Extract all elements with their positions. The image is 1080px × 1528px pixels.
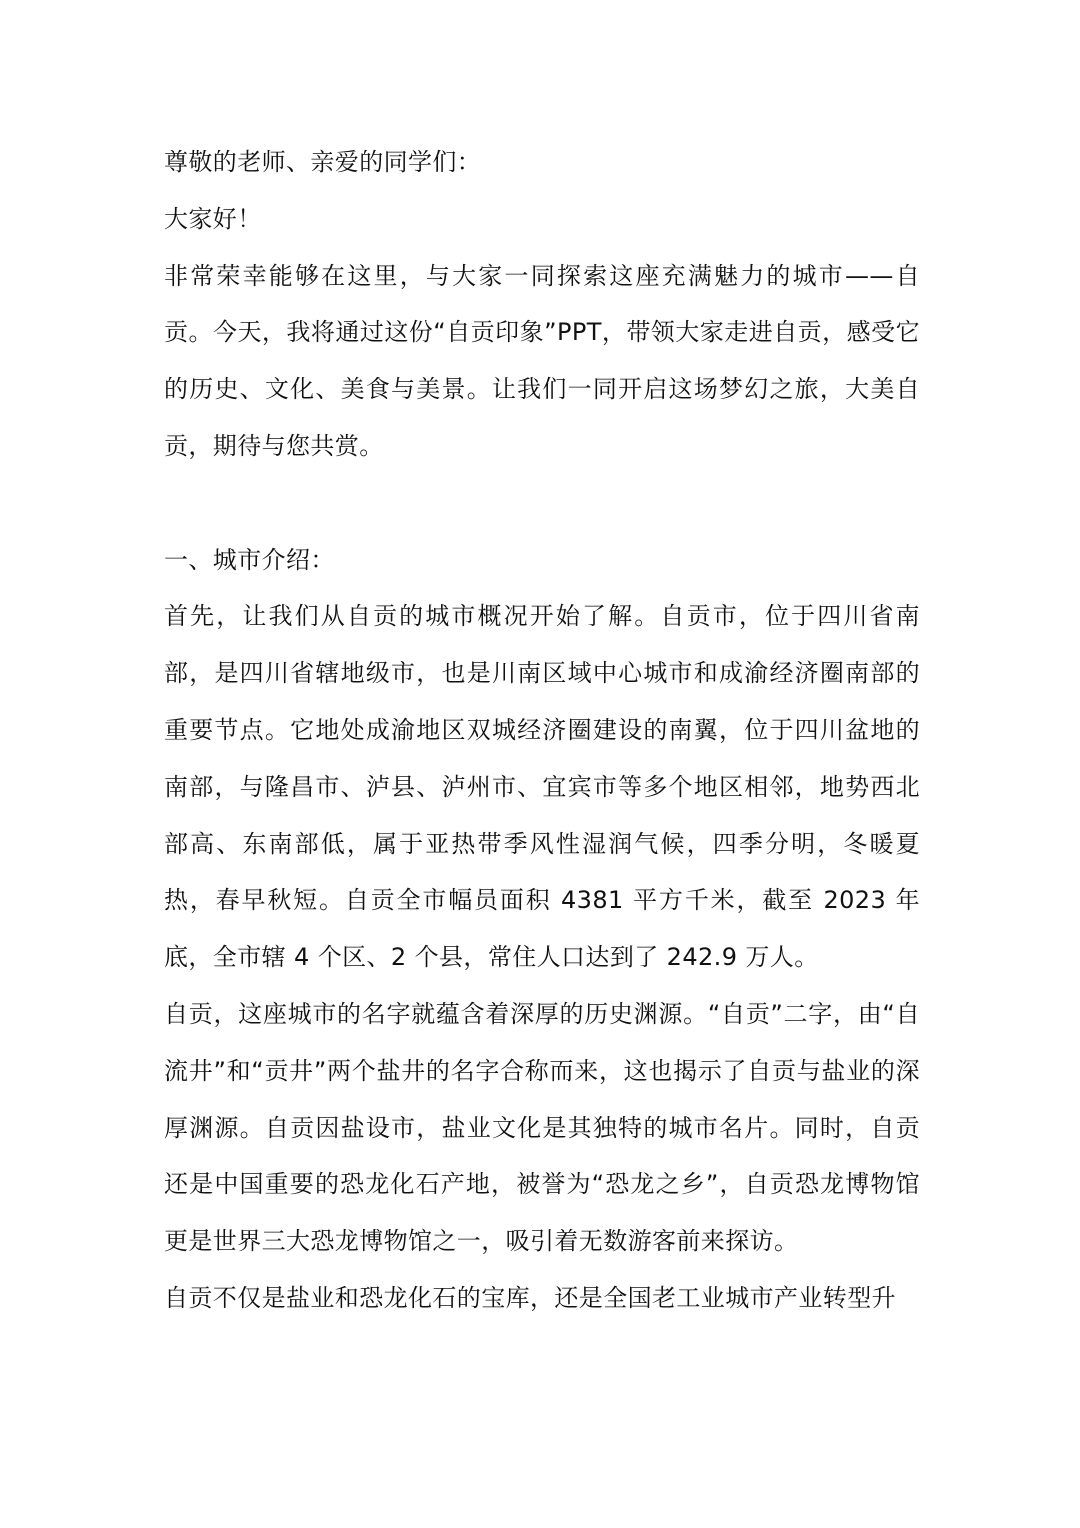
salutation: 尊敬的老师、亲爱的同学们： [164, 148, 482, 176]
city-name-history-paragraph: 自贡，这座城市的名字就蕴含着深厚的历史渊源。“自贡”二字，由“自流井”和“贡井”两个盐井的名字合称而来，这也揭示了自贡与盐业的深厚渊源。自贡因盐设市，盐业文化是其独特的城市名片。同时，自贡还是中国重要的恐龙化石产地，被誉为“恐龙之乡”，自贡恐龙博物馆更是世界三大恐龙博物馆之一，吸引着无数游客前来探访。 [164, 999, 920, 1256]
paragraph-gap [164, 475, 920, 532]
section-heading: 一、城市介绍： [164, 545, 335, 574]
industry-paragraph: 自贡不仅是盐业和恐龙化石的宝库，还是全国老工业城市产业转型升 [164, 1283, 896, 1312]
intro-paragraph: 非常荣幸能够在这里，与大家一同探索这座充满魅力的城市——自贡。今天，我将通过这份“自贡印象”PPT，带领大家走进自贡，感受它的历史、文化、美食与美景。让我们一同开启这场梦幻之旅，大美自贡，期待与您共赏。 [164, 261, 920, 460]
document-body [164, 134, 920, 1327]
city-overview-paragraph: 首先，让我们从自贡的城市概况开始了解。自贡市，位于四川省南部，是四川省辖地级市，也是川南区域中心城市和成渝经济圈南部的重要节点。它地处成渝地区双城经济圈建设的南翼，位于四川盆地的南部，与隆昌市、泸县、泸州市、宜宾市等多个地区相邻，地势西北部高、东南部低，属于亚热带季风性湿润气候，四季分明，冬暖夏热，春早秋短。自贡全市幅员面积 4381 平方千米，截至 2023 年底，全市辖 4 个区、2 个县，常住人口达到了 242.9 万人。 [164, 602, 920, 972]
greeting: 大家好！ [164, 204, 262, 233]
